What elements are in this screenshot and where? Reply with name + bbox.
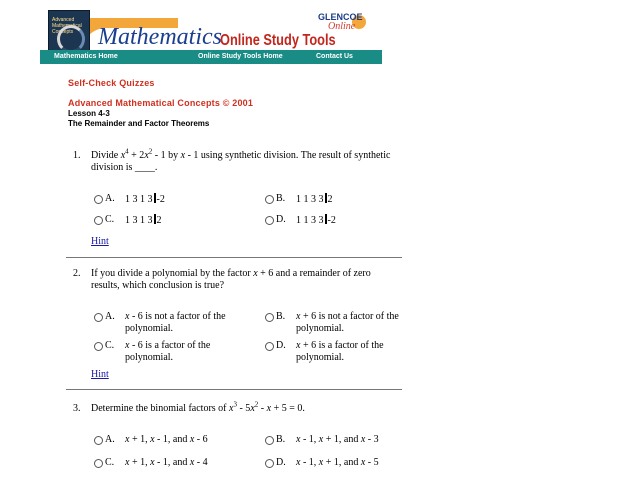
q1-hint-link[interactable]: Hint (91, 236, 109, 247)
nav-mathematics-home[interactable]: Mathematics Home (54, 53, 118, 60)
q2-hint-link[interactable]: Hint (91, 369, 109, 380)
book-title: Advanced Mathematical Concepts © 2001 (68, 98, 254, 108)
q2-option-b[interactable]: B. x + 6 is not a factor of the polynomial. (265, 311, 404, 335)
question-number: 2. (73, 268, 81, 279)
radio-button[interactable] (94, 342, 103, 351)
q1-option-d[interactable]: D. 1 1 3 3 -2 (265, 214, 404, 227)
section-title: Self-Check Quizzes (68, 78, 155, 88)
q2-option-a[interactable]: A. x - 6 is not a factor of the polynomial. (94, 311, 233, 335)
q3-option-a[interactable]: A. x + 1, x - 1, and x - 6 (94, 434, 265, 446)
book-cover-text: Advanced Mathematical Concepts (52, 17, 82, 35)
q3-option-b[interactable]: B. x - 1, x + 1, and x - 3 (265, 434, 436, 446)
spiral-graphic (57, 25, 85, 53)
nav-contact-us[interactable]: Contact Us (316, 53, 353, 60)
radio-button[interactable] (94, 459, 103, 468)
nav-online-study-tools-home[interactable]: Online Study Tools Home (198, 53, 283, 60)
site-title: Mathematics (98, 24, 222, 50)
q3-option-c[interactable]: C. x + 1, x - 1, and x - 4 (94, 457, 265, 469)
question-number: 1. (73, 150, 81, 161)
q2-option-c[interactable]: C. x - 6 is a factor of the polynomial. (94, 340, 233, 364)
divider (66, 257, 402, 258)
radio-button[interactable] (265, 342, 274, 351)
q1-option-b[interactable]: B. 1 1 3 3 2 (265, 193, 404, 206)
divider (66, 389, 402, 390)
radio-button[interactable] (265, 436, 274, 445)
lesson-topic: The Remainder and Factor Theorems (68, 119, 210, 128)
glencoe-logo[interactable]: GLENCOE Online (318, 12, 376, 34)
nav-bar (40, 50, 382, 64)
q3-option-d[interactable]: D. x - 1, x + 1, and x - 5 (265, 457, 436, 469)
radio-button[interactable] (265, 459, 274, 468)
q1-option-c[interactable]: C. 1 3 1 3 2 (94, 214, 233, 227)
question-3-text: Determine the binomial factors of $x^3 - 5x^2 - x + 5 = 0$. (91, 400, 305, 414)
q2-option-d[interactable]: D. x + 6 is a factor of the polynomial. (265, 340, 404, 364)
radio-button[interactable] (94, 195, 103, 204)
site-subtitle: Online Study Tools (220, 32, 336, 49)
lesson-label: Lesson 4-3 (68, 109, 110, 118)
q1-option-a[interactable]: A. 1 3 1 3 -2 (94, 193, 233, 206)
radio-button[interactable] (94, 313, 103, 322)
radio-button[interactable] (265, 195, 274, 204)
question-1-text: Divide $x^4 + 2x^2 - 1$ by x - 1 using synthetic division. The result of synthetic division is ____. (91, 147, 391, 173)
radio-button[interactable] (94, 436, 103, 445)
radio-button[interactable] (265, 313, 274, 322)
question-2-text: If you divide a polynomial by the factor x + 6 and a remainder of zero results, which conclusion is true? (91, 268, 371, 291)
radio-button[interactable] (94, 216, 103, 225)
question-number: 3. (73, 403, 81, 414)
radio-button[interactable] (265, 216, 274, 225)
